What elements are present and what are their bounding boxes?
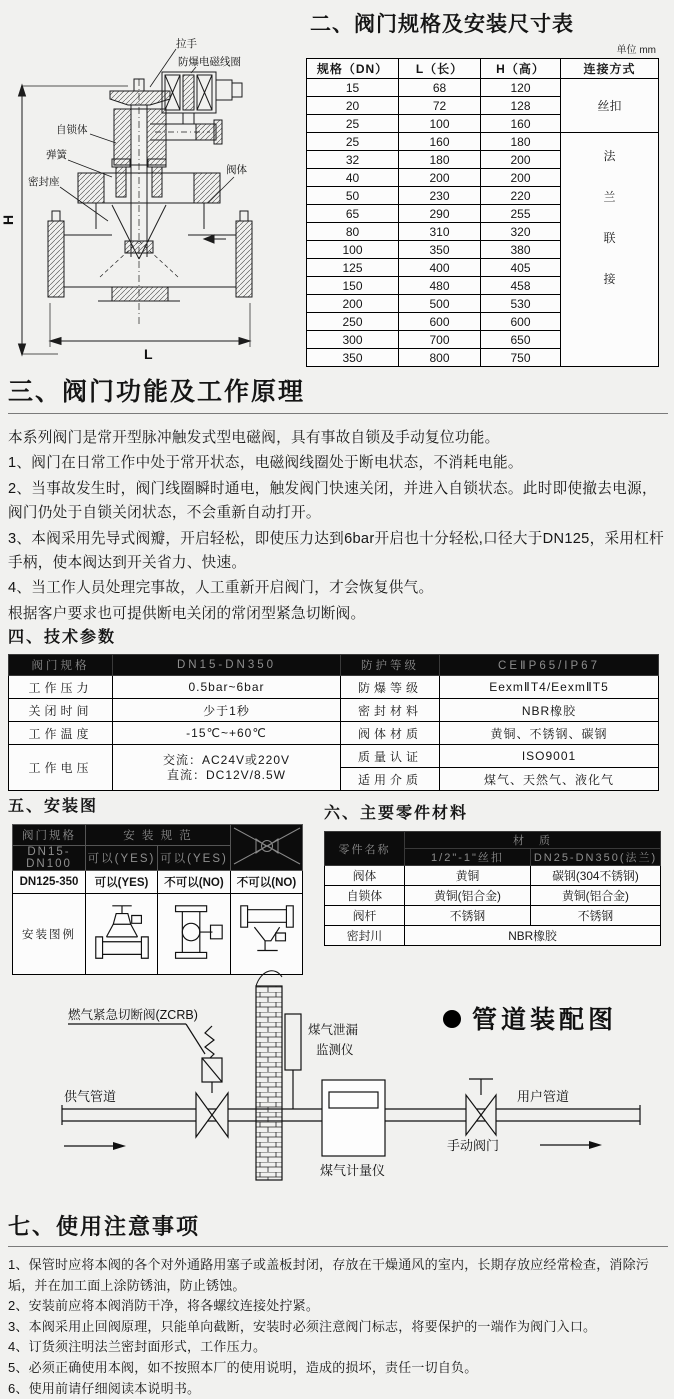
conn-thread-cell: 丝扣: [561, 79, 659, 133]
paragraph: 本系列阀门是常开型脉冲触发式型电磁阀，具有事故自锁及手动复位功能。: [8, 430, 500, 446]
table-row: 25 160 180 法 兰 联 接: [307, 133, 659, 151]
table-row: 密封川 NBR橡胶: [325, 926, 661, 946]
crossed-valve-icon: [232, 826, 302, 866]
bonnet-flange-part: [78, 173, 220, 203]
section-6-title: 六、主要零件材料: [324, 805, 469, 822]
table-row: 65 290 255: [307, 205, 659, 223]
table-row: 工作温度 -15℃~+60℃ 阀体材质 黄铜、不锈钢、碳钢: [9, 722, 659, 745]
paragraph: 4、当工作人员处理完事故，人工重新开启阀门，才会恢复供气。: [8, 580, 434, 597]
gas-meter-label: 煤气计量仪: [320, 1163, 386, 1178]
table-header-row: 阀门规格 DN15-DN350 防护等级 CEⅡP65/IP67: [9, 655, 659, 676]
note-item: 3、本阀采用止回阀原理，只能单向截断，安装时必须注意阀门标志，将要保护的一端作为阀门入口。: [8, 1318, 597, 1334]
spec-header-conn: 连接方式: [561, 59, 659, 79]
table-header-row: [307, 59, 659, 79]
table-header-row: 1/2"-1"丝扣 DN25-DN350(法兰): [325, 849, 661, 866]
handle-label: 拉手: [176, 38, 197, 50]
table-row: 125 400 405: [307, 259, 659, 277]
section-materials: [324, 800, 672, 946]
section-5-title: 五、安装图: [8, 798, 99, 815]
materials-table: [324, 831, 661, 946]
section-2-title: 二、阀门规格及安装尺寸表: [310, 13, 574, 36]
paragraph: 2、当事故发生时，阀门线圈瞬时通电，触发阀门快速关闭，并进入自锁状态。此时即使撤去电源，阀门仍处于自锁关闭状态，不会重新自动打开。: [8, 480, 657, 522]
dimension-l: [50, 303, 250, 347]
table-row: 80 310 320: [307, 223, 659, 241]
table-row: 关闭时间 少于1秒 密封材料 NBR橡胶: [9, 699, 659, 722]
install-table: [12, 824, 303, 975]
section-tech-parameters: [8, 624, 668, 791]
section-spec-dimensions: [302, 8, 668, 367]
dimension-h-label: H: [0, 214, 16, 225]
section-usage-notes: [8, 1210, 668, 1399]
table-row: 100 350 380: [307, 241, 659, 259]
table-row: 250 600 600: [307, 313, 659, 331]
table-row: 阀杆 不锈钢 不锈钢: [325, 906, 661, 926]
section-4-title: 四、技术参数: [8, 629, 117, 646]
table-row: 25 100 160: [307, 115, 659, 133]
table-row: DN125-350 可以(YES) 不可以(NO) 不可以(NO): [13, 871, 303, 894]
table-row: 20 72 128: [307, 97, 659, 115]
unit-note: 单位 mm: [616, 45, 656, 56]
manual-valve-label: 手动阀门: [447, 1138, 500, 1153]
table-row: 15 68 120 丝扣: [307, 79, 659, 97]
paragraph: 根据客户要求也可提供断电关闭的常闭型紧急切断阀。: [8, 605, 366, 622]
note-item: 6、使用前请仔细阅读本说明书。: [8, 1380, 201, 1396]
section-function-principle: [8, 372, 668, 627]
note-item: 1、保管时应将本阀的各个对外通路用塞子或盖板封闭，存放在干燥通风的室内，长期存放应经常检查，消除污垢，并在加工面上涂防锈油，防止锈蚀。: [8, 1257, 650, 1293]
flow-arrow-right-icon: [540, 1141, 602, 1149]
wall: [256, 971, 282, 1180]
leak-monitor-label-line1: 煤气泄漏: [308, 1023, 359, 1037]
valve-body-part: [64, 203, 236, 301]
section-install-diagram: [8, 793, 310, 975]
table-row: 适用介质 煤气、天然气、液化气: [9, 768, 659, 791]
table-header-row: 阀门规格 安 装 规 范: [13, 825, 303, 846]
table-row: 阀体 黄铜 碳钢(304不锈钢): [325, 866, 661, 886]
coil-label: 防爆电磁线圈: [178, 56, 241, 68]
self-lock-label: 自锁体: [56, 124, 88, 136]
spec-dimensions-table: [306, 58, 659, 367]
table-row: 200 500 530: [307, 295, 659, 313]
bullet-icon: [443, 1010, 461, 1028]
piping-assembly-diagram: [0, 962, 674, 1210]
flow-arrow-icon: [204, 235, 226, 243]
table-row: 工作压力 0.5bar~6bar 防爆等级 EexmⅡT4/EexmⅡT5: [9, 676, 659, 699]
leak-monitor: [285, 1014, 301, 1109]
note-item: 4、订货须注明法兰密封面形式，工作压力。: [8, 1339, 267, 1355]
coil-part: [162, 67, 242, 124]
forbidden-valve-cell: [231, 825, 303, 871]
manual-valve: [466, 1079, 496, 1135]
leak-monitor-label-line2: 监测仪: [316, 1043, 354, 1057]
table-header-row: 零件名称 材 质: [325, 832, 661, 849]
self-lock-part: [114, 109, 166, 165]
supply-pipe-label: 供气管道: [64, 1089, 117, 1104]
conn-flange-cell: 法 兰 联 接: [561, 133, 659, 367]
table-row: 150 480 458: [307, 277, 659, 295]
table-row: 350 800 750: [307, 349, 659, 367]
paragraph: 3、本阀采用先导式阀瓣，开启轻松，即使压力达到6bar开启也十分轻松,口径大于DN125，采用杠杆手柄，使本阀达到开关省力、快速。: [8, 530, 665, 572]
table-row: 自锁体 黄铜(铝合金) 黄铜(铝合金): [325, 886, 661, 906]
valve-cross-section-drawing: [0, 25, 300, 371]
paragraph: 1、阀门在日常工作中处于常开状态，电磁阀线圈处于断电状态，不消耗电能。: [8, 455, 523, 472]
flow-arrow-left-icon: [64, 1142, 126, 1150]
spec-header-dn: 规格（DN）: [307, 59, 399, 79]
user-pipe-label: 用户管道: [517, 1089, 570, 1104]
section-3-title: 三、阀门功能及工作原理: [8, 372, 668, 414]
piping-title: 管道装配图: [472, 1006, 618, 1034]
spec-header-l: L（长）: [399, 59, 481, 79]
tech-parameters-table: [8, 654, 659, 791]
table-row: DN15-DN100 可以(YES) 可以(YES): [13, 846, 303, 871]
note-item: 5、必须正确使用本阀，如不按照本厂的使用说明，造成的损坏，责任一切自负。: [8, 1359, 478, 1375]
table-row: 40 200 200: [307, 169, 659, 187]
gas-meter: [322, 1080, 385, 1156]
valve-upright-icon: [88, 897, 156, 969]
zcrb-valve: [68, 1024, 228, 1137]
flange-left-part: [48, 211, 64, 297]
handle-part: [110, 79, 170, 105]
spec-header-h: H（高）: [481, 59, 561, 79]
seal-seat-label: 密封座: [28, 176, 60, 188]
table-row: 50 230 220: [307, 187, 659, 205]
note-item: 2、安装前应将本阀消防干净，将各螺纹连接处拧紧。: [8, 1298, 320, 1314]
dimension-l-label: L: [144, 346, 153, 362]
table-row: 工作电压 交流：AC24V或220V 直流：DC12V/8.5W 质量认证 ISO9001: [9, 745, 659, 768]
flange-right-part: [236, 211, 252, 297]
section-7-title: 七、使用注意事项: [8, 1210, 668, 1247]
table-row: 32 180 200: [307, 151, 659, 169]
valve-horizontal-icon: [160, 897, 228, 969]
zcrb-label: 燃气紧急切断阀(ZCRB): [68, 1008, 198, 1022]
voltage-label-cell: 工作电压: [9, 745, 113, 791]
legend-label-cell: 安装图例: [13, 894, 86, 975]
table-row: 300 700 650: [307, 331, 659, 349]
voltage-value-cell: 交流：AC24V或220V 直流：DC12V/8.5W: [113, 745, 341, 791]
spring-label: 弹簧: [46, 149, 67, 161]
valve-upside-down-icon: [233, 897, 301, 969]
valve-body-label: 阀体: [226, 164, 247, 176]
